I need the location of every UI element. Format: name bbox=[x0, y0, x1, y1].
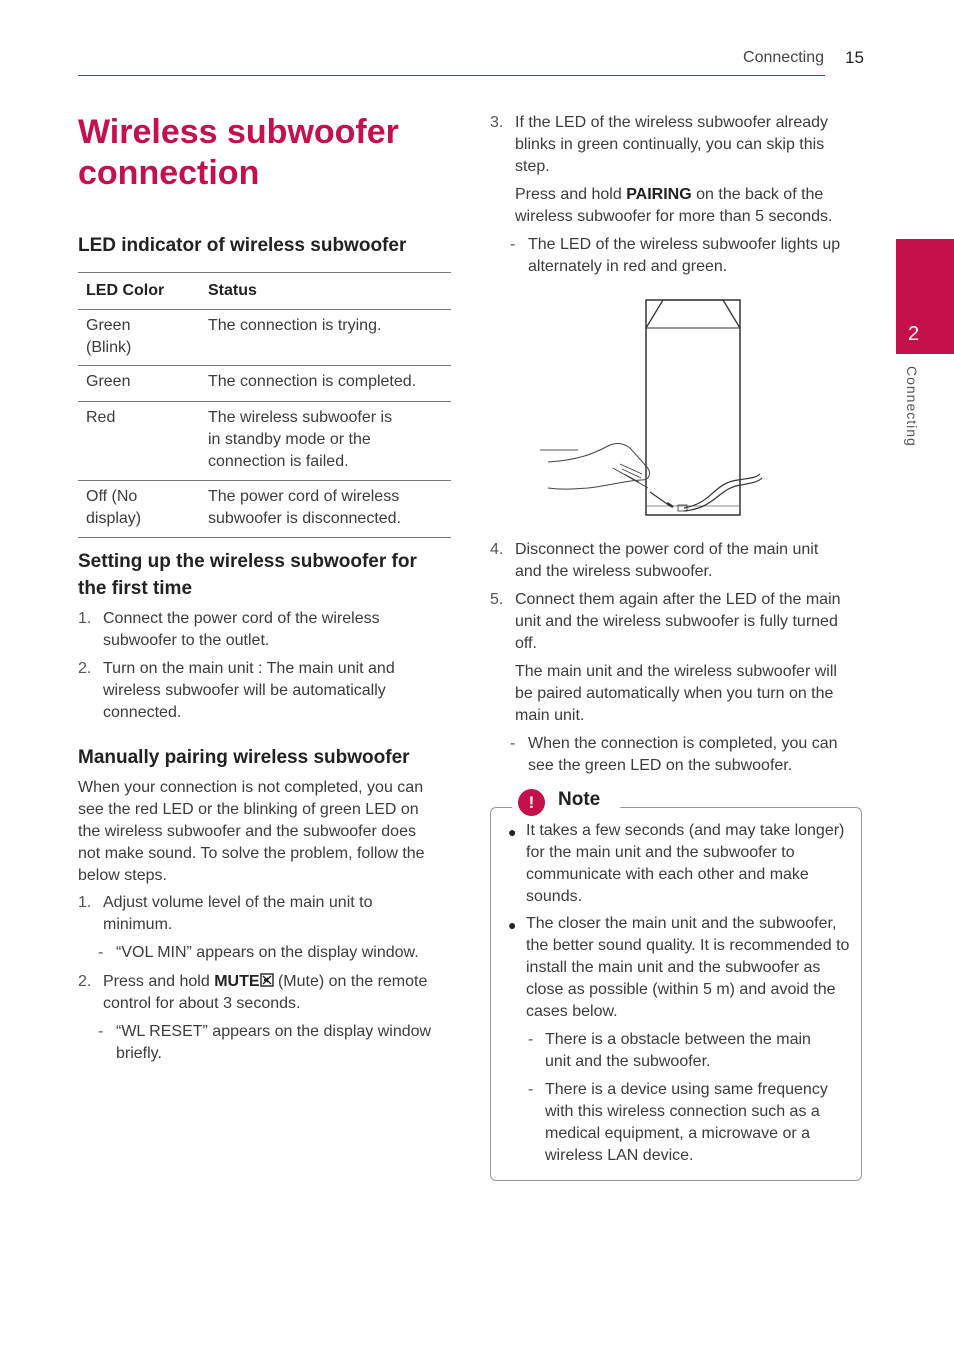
status-cell: The connection is trying. bbox=[208, 317, 382, 334]
led-color-cell: Off (No display) bbox=[86, 488, 142, 527]
dash-marker: - bbox=[510, 735, 516, 752]
setup-section-heading: Setting up the wireless subwoofer for the first time bbox=[78, 551, 417, 599]
setup-steps bbox=[78, 608, 448, 728]
step-detail: The main unit and the wireless subwoofer will be paired automatically when you turn on the main unit. bbox=[515, 663, 837, 724]
step-number: 3. bbox=[490, 114, 504, 131]
dash-marker: - bbox=[528, 1031, 534, 1048]
page-title: Wireless subwoofer connection bbox=[78, 113, 399, 192]
chapter-tab bbox=[896, 239, 954, 354]
header-rule bbox=[78, 75, 825, 76]
note-subtext: There is a device using same frequency with this wireless connection such as a medical equipment, a microwave or a wireless LAN device. bbox=[545, 1081, 828, 1164]
led-color-cell: Green bbox=[86, 373, 131, 390]
note-bullet-text: The closer the main unit and the subwoofer, the better sound quality. It is recommended to install the main unit and the subwoofer as close as possible (within 5 m) and avoid the cases below. bbox=[526, 915, 850, 1020]
led-color-cell: Red bbox=[86, 409, 116, 426]
note-bullet-text: It takes a few seconds (and may take longer) for the main unit and the subwoofer to communicate with each other and make sounds. bbox=[526, 822, 845, 905]
dash-marker: - bbox=[98, 944, 104, 961]
step-text: If the LED of the wireless subwoofer already blinks in green continually, you can skip this step. bbox=[515, 114, 829, 175]
step-text: Turn on the main unit : The main unit and wireless subwoofer will be automatically connected. bbox=[103, 660, 395, 721]
status-cell: The wireless subwoofer is in standby mode or the connection is failed. bbox=[208, 409, 393, 470]
page-number: 15 bbox=[845, 48, 864, 67]
note-content bbox=[508, 820, 853, 1175]
table-header-row bbox=[78, 272, 451, 310]
column-header-status: Status bbox=[208, 282, 257, 299]
step-text-pre: Press and hold bbox=[515, 186, 622, 203]
step-number: 1. bbox=[78, 894, 92, 911]
bullet-marker: ● bbox=[508, 917, 517, 933]
step-number: 2. bbox=[78, 660, 92, 677]
mute-key-label: MUTE bbox=[214, 973, 260, 990]
table-row bbox=[78, 310, 451, 366]
led-section-heading: LED indicator of wireless subwoofer bbox=[78, 235, 407, 256]
header-section-label: Connecting bbox=[743, 49, 824, 66]
step-text-post: (Mute) on the remote control for about 3 seconds. bbox=[103, 973, 428, 1012]
column-header-led-color: LED Color bbox=[86, 282, 165, 299]
subwoofer-illustration bbox=[538, 298, 768, 520]
step-text: Disconnect the power cord of the main unit and the wireless subwoofer. bbox=[515, 541, 819, 580]
manual-steps-right-top bbox=[490, 112, 855, 282]
manual-intro: When your connection is not completed, you can see the red LED or the blinking of green LED on the wireless subwoofer and the subwoofer does not make sound. To solve the problem, follow the below steps. bbox=[78, 779, 425, 884]
table-row bbox=[78, 481, 451, 538]
bullet-marker: ● bbox=[508, 824, 517, 840]
step-text: Adjust volume level of the main unit to minimum. bbox=[103, 894, 373, 933]
status-cell: The power cord of wireless subwoofer is disconnected. bbox=[208, 488, 401, 527]
note-header bbox=[512, 787, 620, 815]
dash-marker: - bbox=[98, 1023, 104, 1040]
exclamation-icon: ! bbox=[518, 789, 545, 816]
step-text-pre: Press and hold bbox=[103, 973, 210, 990]
step-text bbox=[103, 971, 443, 1015]
step-text: Connect the power cord of the wireless subwoofer to the outlet. bbox=[103, 610, 380, 649]
step-text: Connect them again after the LED of the main unit and the wireless subwoofer is fully turned off. bbox=[515, 591, 841, 652]
dash-marker: - bbox=[528, 1081, 534, 1098]
step-number: 5. bbox=[490, 591, 504, 608]
dash-marker: - bbox=[510, 236, 516, 253]
step-subtext: The LED of the wireless subwoofer lights up alternately in red and green. bbox=[528, 236, 841, 275]
note-subtext: There is a obstacle between the main unit and the subwoofer. bbox=[545, 1031, 811, 1070]
table-row bbox=[78, 366, 451, 402]
led-color-cell: Green (Blink) bbox=[86, 317, 132, 356]
note-label: Note bbox=[558, 789, 601, 810]
step-subtext: “WL RESET” appears on the display window briefly. bbox=[116, 1023, 432, 1062]
manual-steps-right-bottom bbox=[490, 539, 855, 779]
manual-section-heading: Manually pairing wireless subwoofer bbox=[78, 747, 410, 768]
status-cell: The connection is completed. bbox=[208, 373, 417, 390]
table-row bbox=[78, 402, 451, 481]
pairing-key-label: PAIRING bbox=[626, 186, 692, 203]
step-number: 2. bbox=[78, 973, 92, 990]
step-number: 4. bbox=[490, 541, 504, 558]
led-table bbox=[78, 272, 451, 538]
step-number: 1. bbox=[78, 610, 92, 627]
step-subtext: When the connection is completed, you can see the green LED on the subwoofer. bbox=[528, 735, 838, 774]
step-subtext: “VOL MIN” appears on the display window. bbox=[116, 944, 419, 961]
manual-steps-left bbox=[78, 892, 448, 1072]
chapter-label: Connecting bbox=[904, 366, 920, 447]
chapter-number: 2 bbox=[908, 323, 920, 345]
mute-icon bbox=[260, 973, 274, 990]
step-detail bbox=[515, 184, 850, 228]
step-text-post: on the back of the wireless subwoofer for more than 5 seconds. bbox=[515, 186, 833, 225]
